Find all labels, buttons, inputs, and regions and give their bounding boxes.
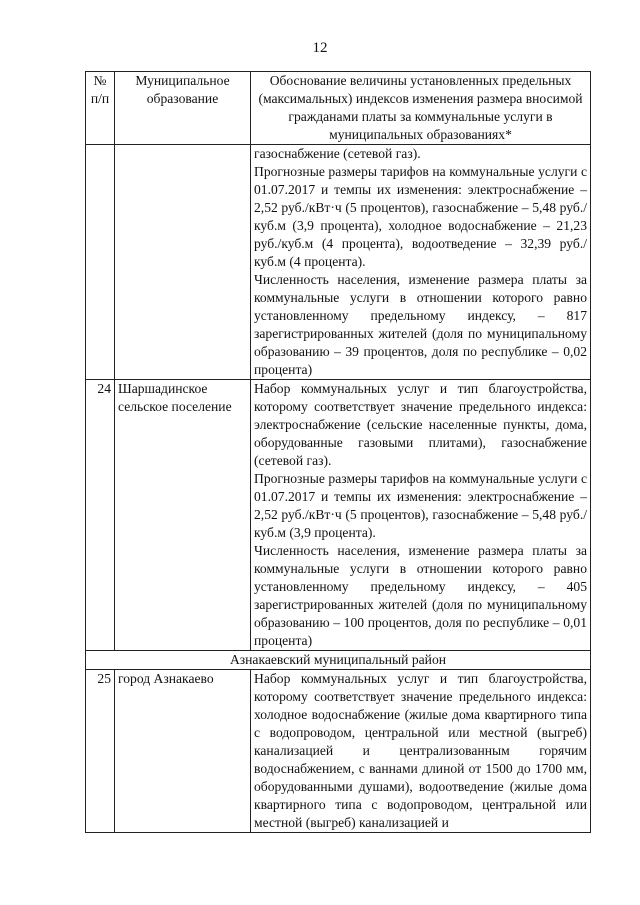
header-municipality: Муниципальное образование — [115, 72, 251, 145]
paragraph: Прогнозные размеры тарифов на коммунальные услуги с 01.07.2017 и темпы их изменения: электроснабжение – 2,52 руб./кВт·ч (5 процентов), газоснабжение – 5,48 руб./куб.м (3,9 процента). — [254, 471, 587, 540]
cell-municipality: Шаршадинское сельское поселение — [115, 380, 251, 651]
page-number: 12 — [312, 40, 328, 56]
paragraph: Численность населения, изменение размера платы за коммунальные услуги в отношении которого равно установленному предельному индексу, – 817 зарегистрированных жителей (доля по муниципальному образованию – 39 процентов, доля по республике – 0,02 процента) — [254, 272, 587, 377]
table-row-continuation — [86, 145, 591, 380]
cell-num: 24 — [86, 380, 115, 651]
table-row-24 — [86, 380, 591, 651]
cell-municipality: город Азнакаево — [115, 670, 251, 833]
paragraph: Численность населения, изменение размера платы за коммунальные услуги в отношении которого равно установленному предельному индексу, – 405 зарегистрированных жителей (доля по муниципальному образованию – 100 процентов, доля по республике – 0,01 процента) — [254, 543, 587, 648]
header-justification: Обоснование величины установленных предельных (максимальных) индексов изменения размера вносимой гражданами платы за коммунальные услуги в муниципальных образованиях* — [251, 72, 591, 145]
table-header-row — [86, 72, 591, 145]
indices-table — [85, 71, 591, 833]
paragraph: Набор коммунальных услуг и тип благоустройства, которому соответствует значение предельного индекса: электроснабжение (сельские населенные пункты, дома, оборудованные газовыми плитами), газоснабжение (сетевой газ). — [254, 381, 587, 468]
cell-justification — [251, 670, 591, 833]
paragraph: газоснабжение (сетевой газ). — [254, 146, 421, 161]
district-name: Азнакаевский муниципальный район — [86, 651, 591, 670]
table-row-25 — [86, 670, 591, 833]
paragraph: Набор коммунальных услуг и тип благоустройства, которому соответствует значение предельного индекса: холодное водоснабжение (жилые дома квартирного типа с водопроводом, центральной или местной (выгреб) канализацией и централизованным горячим водоснабжением, с ваннами длиной от 1500 до 1700 мм, оборудованными душами), водоотведение (жилые дома квартирного типа с водопроводом, центральной или местной (выгреб) канализацией и — [254, 671, 587, 830]
paragraph: Прогнозные размеры тарифов на коммунальные услуги с 01.07.2017 и темпы их изменения: электроснабжение – 2,52 руб./кВт·ч (5 процентов), газоснабжение – 5,48 руб./куб.м (3,9 процента), холодное водоснабжение – 21,23 руб./куб.м (4 процента), водоотведение – 32,39 руб./куб.м (4 процента). — [254, 164, 587, 269]
cell-justification — [251, 145, 591, 380]
header-num: № п/п — [86, 72, 115, 145]
cell-municipality-empty — [115, 145, 251, 380]
district-row — [86, 651, 591, 670]
cell-justification — [251, 380, 591, 651]
cell-num: 25 — [86, 670, 115, 833]
cell-num-empty — [86, 145, 115, 380]
